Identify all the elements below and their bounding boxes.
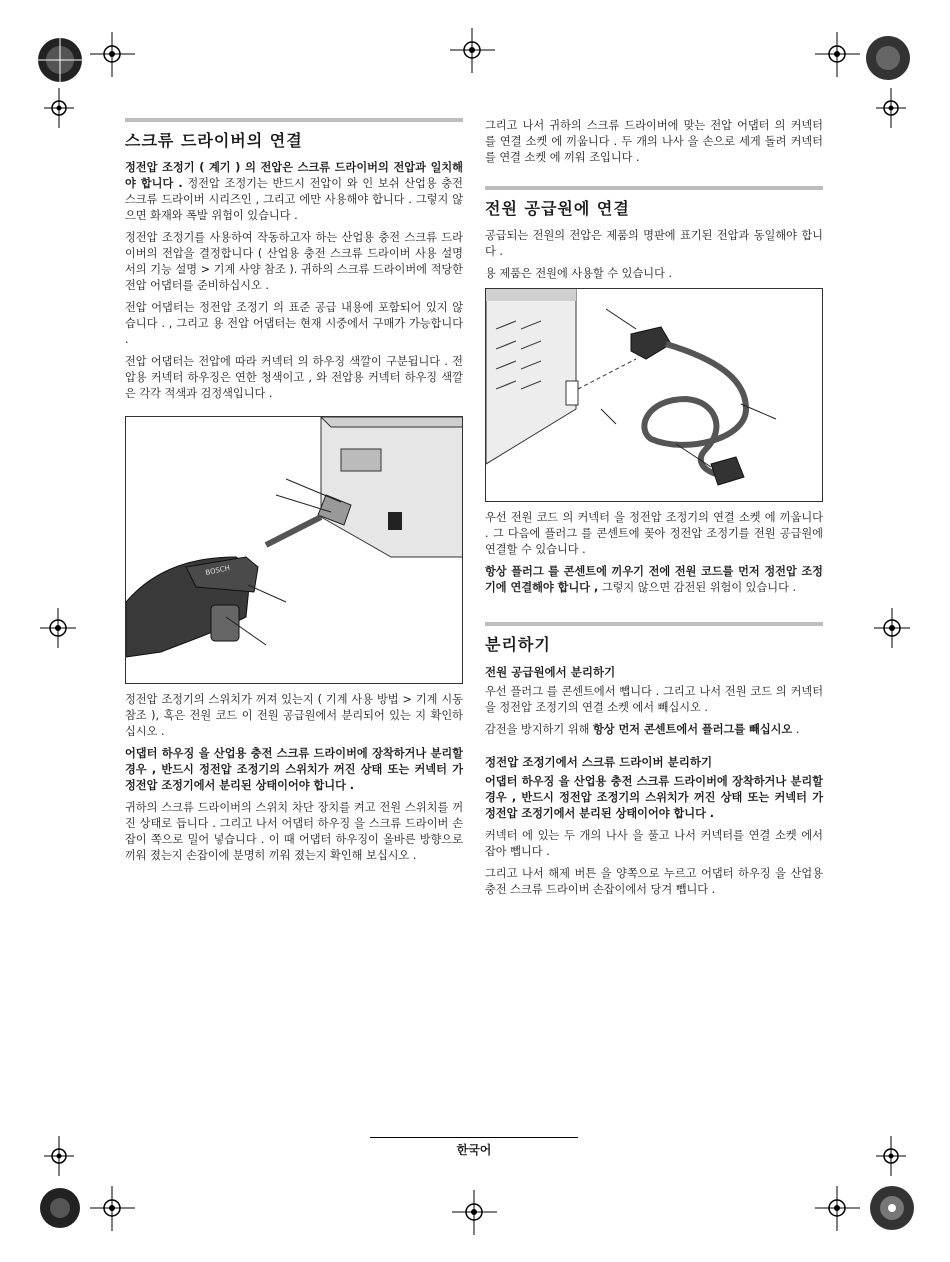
paragraph: 전압 어댑터는 정전압 조정기 의 표준 공급 내용에 포함되어 있지 않습니다 . , 그리고 용 전압 어댑터는 현재 시중에서 구매가 가능합니다 . (125, 301, 463, 346)
crosshair-icon (90, 1186, 135, 1231)
bosch-logo-text: BOSCH (204, 563, 231, 577)
crosshair-icon (44, 1136, 74, 1176)
paragraph (485, 722, 823, 738)
section-title-power-connection: 전원 공급원에 연결 (485, 199, 630, 218)
crosshair-icon (876, 1136, 906, 1176)
crosshair-icon (452, 1190, 497, 1235)
crosshair-icon (815, 1186, 860, 1231)
paragraph: 용 제품은 전원에 사용할 수 있습니다 . (485, 267, 673, 280)
right-column (485, 118, 823, 904)
registration-mark-bottom-right (862, 1178, 922, 1238)
crosshair-icon (815, 32, 860, 77)
figure-power-cord (485, 288, 823, 502)
crosshair-icon (90, 32, 135, 77)
subsection-title: 정전압 조정기에서 스크류 드라이버 분리하기 (485, 755, 713, 769)
subsection-title: 전원 공급원에서 분리하기 (485, 665, 616, 679)
paragraph (485, 564, 823, 596)
crosshair-icon (450, 28, 495, 73)
figure-screwdriver-connection (125, 416, 463, 684)
warning-text: 항상 플러그 를 콘센트에 끼우기 전에 전원 코드를 먼저 정전압 조정기에 연결해야 합니다 , (485, 565, 823, 594)
footer-language: 한국어 (456, 1143, 492, 1157)
paragraph: 정전압 조정기의 스위치가 꺼져 있는지 ( 기계 사용 방법 > 기계 시동 참조 ), 혹은 전원 코드 이 전원 공급원에서 분리되어 있는 지 확인하십시오 . (125, 693, 463, 738)
crosshair-icon (876, 88, 906, 128)
paragraph: 그리고 나서 귀하의 스크류 드라이버에 맞는 전압 어댑터 의 커넥터 를 연결 소켓 에 끼웁니다 . 두 개의 나사 을 손으로 세게 돌려 커넥터 를 연결 소켓 에 끼워 조입니다 . (485, 119, 823, 164)
paragraph: 커넥터 에 있는 두 개의 나사 을 풀고 나서 커넥터를 연결 소켓 에서 잡아 뺍니다 . (485, 829, 823, 858)
body-text: 그렇지 않으면 감전된 위험이 있습니다 . (601, 581, 797, 594)
warning-text: 정전압 조정기 ( 계기 ) 의 전압은 스크류 드라이버의 전압과 일치해야 합니다 . (125, 161, 463, 190)
left-column (125, 118, 463, 870)
paragraph: 귀하의 스크류 드라이버의 스위치 차단 장치를 켜고 전원 스위치를 꺼진 상태로 듭니다 . 그리고 나서 어댑터 하우징 을 스크류 드라이버 손잡이 쪽으로 밀어 넣습니다 . 이 때 어댑터 하우징이 올바른 방향으로 끼워 졌는지 손잡이에 분명히 끼워 졌는지 확인해 보십시오 . (125, 801, 463, 862)
paragraph: 공급되는 전원의 전압은 제품의 명판에 표기된 전압과 동일해야 합니다 . (485, 229, 823, 258)
registration-mark-bottom-left (30, 1178, 90, 1238)
paragraph: 우선 플러그 를 콘센트에서 뺍니다 . 그리고 나서 전원 코드 의 커넥터 을 정전압 조정기의 연결 소켓 에서 빼십시오 . (485, 685, 823, 714)
crosshair-icon (44, 88, 74, 128)
section-rule (485, 186, 823, 190)
section-rule (485, 622, 823, 626)
paragraph: 정전압 조정기를 사용하여 작동하고자 하는 산업용 충전 스크류 드라이버의 전압을 결정합니다 ( 산업용 충전 스크류 드라이버 사용 설명서의 기능 설명 > 기계 사양 참조 ). 귀하의 스크류 드라이버에 적당한 전압 어댑터를 준비하십시오 . (125, 231, 463, 292)
warning-text: 항상 먼저 콘센트에서 플러그를 빼십시오 (592, 723, 793, 736)
paragraph: 전압 어댑터는 전압에 따라 커넥터 의 하우징 색깔이 구분됩니다 . 전압용 커넥터 하우징은 연한 청색이고 , 와 전압용 커넥터 하우징 색깔은 각각 적색과 검정색입니다 . (125, 355, 463, 400)
paragraph: 우선 전원 코드 의 커넥터 을 정전압 조정기의 연결 소켓 에 끼웁니다 . 그 다음에 플러그 를 콘센트에 꽂아 정전압 조정기를 전원 공급원에 연결할 수 있습니다 . (485, 511, 823, 556)
warning-paragraph: 어댑터 하우징 을 산업용 충전 스크류 드라이버에 장착하거나 분리할 경우 , 반드시 정전압 조정기의 스위치가 꺼진 상태 또는 커넥터 가 정전압 조정기에서 분리된 상태이어야 합니다 . (485, 775, 823, 820)
section-title-disconnect: 분리하기 (485, 635, 551, 654)
warning-paragraph: 어댑터 하우징 을 산업용 충전 스크류 드라이버에 장착하거나 분리할 경우 , 반드시 정전압 조정기의 스위치가 꺼진 상태 또는 커넥터 가 정전압 조정기에서 분리된 상태이어야 합니다 . (125, 747, 463, 792)
paragraph (125, 160, 463, 224)
footer-rule (370, 1137, 578, 1138)
body-text: . (792, 723, 800, 736)
section-rule (125, 118, 463, 122)
body-text: 정전압 조정기는 반드시 전압이 와 인 보쉬 산업용 충전 스크류 드라이버 시리즈인 , 그리고 에만 사용해야 합니다 . 그렇지 않으면 화재와 폭발 위험이 있습니다 . (125, 177, 463, 222)
section-title-connect-screwdriver: 스크류 드라이버의 연결 (125, 131, 303, 150)
registration-mark-top-right (858, 28, 918, 88)
crosshair-icon (874, 608, 910, 648)
body-text: 감전을 방지하기 위해 (485, 723, 590, 736)
paragraph: 그리고 나서 해제 버튼 을 양쪽으로 누르고 어댑터 하우징 을 산업용 충전 스크류 드라이버 손잡이에서 당겨 뺍니다 . (485, 867, 823, 896)
registration-mark-top-left (30, 30, 90, 90)
crosshair-icon (40, 608, 76, 648)
